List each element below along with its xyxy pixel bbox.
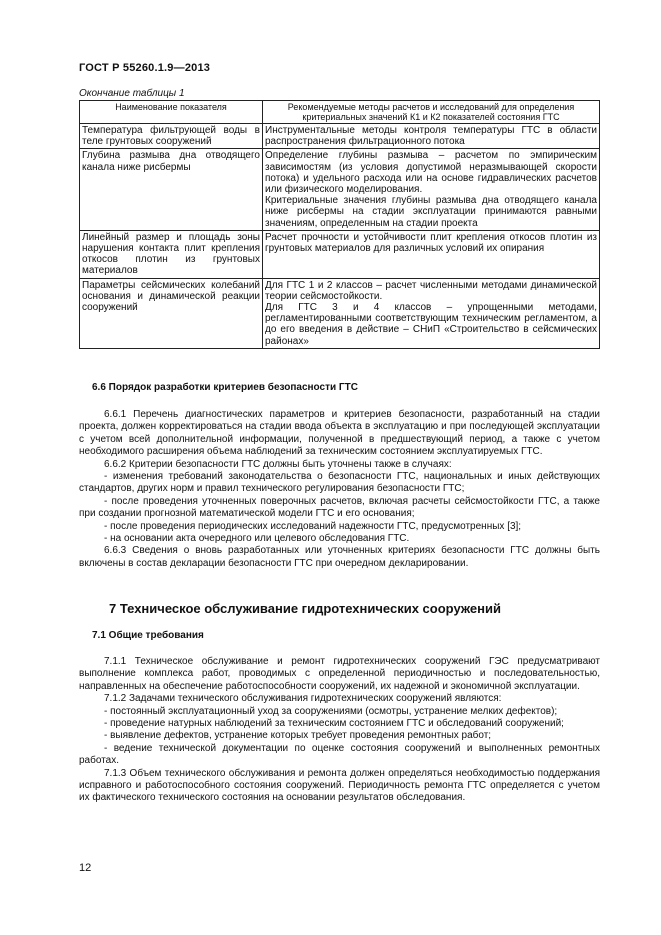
list-item: - изменения требований законодательства о безопасности ГТС, национальных и иных действующих стандартов, других норм и правил технического регулирования безопасности ГТС; [79,471,600,495]
page-number: 12 [79,862,92,874]
paragraph: 6.6.1 Перечень диагностических параметров и критериев безопасности, разработанный на стадии проекта, должен корректироваться на стадии ввода объекта в эксплуатацию и при последующей эксплуатации с учетом всей дополнительной информации, полученной в предшествующий период, а также с учетом необходимого расширения объема наблюдений за техническим состоянием эксплуатируемых ГТС. [79,409,600,458]
indicator-name: Параметры сейсмических колебаний основания и динамической реакции сооружений [80,278,263,348]
indicator-name: Линейный размер и площадь зоны нарушения контакта плит крепления откосов плотин из грунтовых материалов [80,230,263,278]
list-item: - проведение натурных наблюдений за техническим состоянием ГТС и обследований сооружений; [104,718,564,730]
paragraph: 7.1.1 Техническое обслуживание и ремонт гидротехнических сооружений ГЭС предусматривают выполнение комплекса работ, проводимых с определенной периодичностью и последовательностью, направленных на обеспечение работоспособности сооружений, их надежной и экономичной эксплуатации. [79,656,600,692]
table-row [80,278,600,348]
methods-text: Для ГТС 1 и 2 классов – расчет численными методами динамической теории сейсмостойкости. [265,279,597,302]
section-7-title: 7 Техническое обслуживание гидротехнических сооружений [109,601,501,616]
methods-text: Инструментальные методы контроля температуры ГТС в области распространения фильтрационного потока [265,125,597,148]
methods-text: Расчет прочности и устойчивости плит крепления откосов плотин из грунтовых материалов для различных условий их опирания [265,231,597,255]
methods-cell [263,124,600,149]
table-caption: Окончание таблицы 1 [79,88,185,99]
paragraph: 7.1.2 Задачами технического обслуживания гидротехнических сооружений являются: [104,693,502,705]
paragraph: 6.6.2 Критерии безопасности ГТС должны быть уточнены также в случаях: [104,458,452,470]
criteria-table [79,100,600,349]
indicator-name: Глубина размыва дна отводящего канала ниже рисбермы [80,149,263,230]
table-row [80,124,600,149]
paragraph: 7.1.3 Объем технического обслуживания и ремонта должен определяться необходимостью поддержания исправного и работоспособного состояния сооружений. Периодичность ремонта ГТС определяется с учетом их фактического технического состояния на основании результатов обследования. [79,767,600,804]
column-header-methods: Рекомендуемые методы расчетов и исследований для определения критериальных значений К1 и К2 показателей состояния ГТС [263,101,600,124]
table-header-row [80,101,600,124]
section-7-1-body [79,656,600,805]
section-6-6-title: 6.6 Порядок разработки критериев безопасности ГТС [92,382,358,393]
table-row [80,149,600,230]
list-item: - после проведения периодических исследований надежности ГТС, предусмотренных [3]; [104,520,522,532]
section-6-6-body [79,409,600,570]
list-item: - после проведения уточненных поверочных расчетов, включая расчеты сейсмостойкости ГТС, а также при создании прогнозной математической модели ГТС и его основания; [79,495,600,520]
list-item: - ведение технической документации по оценке состояния сооружений и выполненных ремонтных работах. [79,742,600,767]
methods-text: Определение глубины размыва – расчетом по эмпирическим зависимостям (из условия допустимой неразмывающей скорости потока) и удельного расхода или на основе гидравлических расчетов или физического моделирования. [265,150,597,196]
methods-text: Критериальные значения глубины размыва дна отводящего канала ниже рисбермы на стадии эксплуатации принимаются равными значениям, определенным на стадии проекта [265,195,597,229]
column-header-indicator: Наименование показателя [80,101,263,124]
indicator-name: Температура фильтрующей воды в теле грунтовых сооружений [80,124,263,149]
section-7-1-title: 7.1 Общие требования [92,630,204,641]
document-header: ГОСТ Р 55260.1.9—2013 [79,62,211,74]
paragraph: 6.6.3 Сведения о вновь разработанных или уточненных критериях безопасности ГТС должны быть включены в состав декларации безопасности ГТС при очередном декларировании. [79,545,600,569]
methods-cell [263,149,600,230]
methods-cell [263,230,600,278]
table-row [80,230,600,278]
methods-text: Для ГТС 3 и 4 классов – упрощенными методами, регламентированными соответствующим техническим регламентом, а до его введения в действие – СНиП «Строительство в сейсмических районах» [265,302,597,347]
list-item: - выявление дефектов, устранение которых требует проведения ремонтных работ; [104,730,492,742]
list-item: - на основании акта очередного или целевого обследования ГТС. [104,533,410,545]
methods-cell [263,278,600,348]
list-item: - постоянный эксплуатационный уход за сооружениями (осмотры, устранение мелких дефектов); [104,705,558,717]
